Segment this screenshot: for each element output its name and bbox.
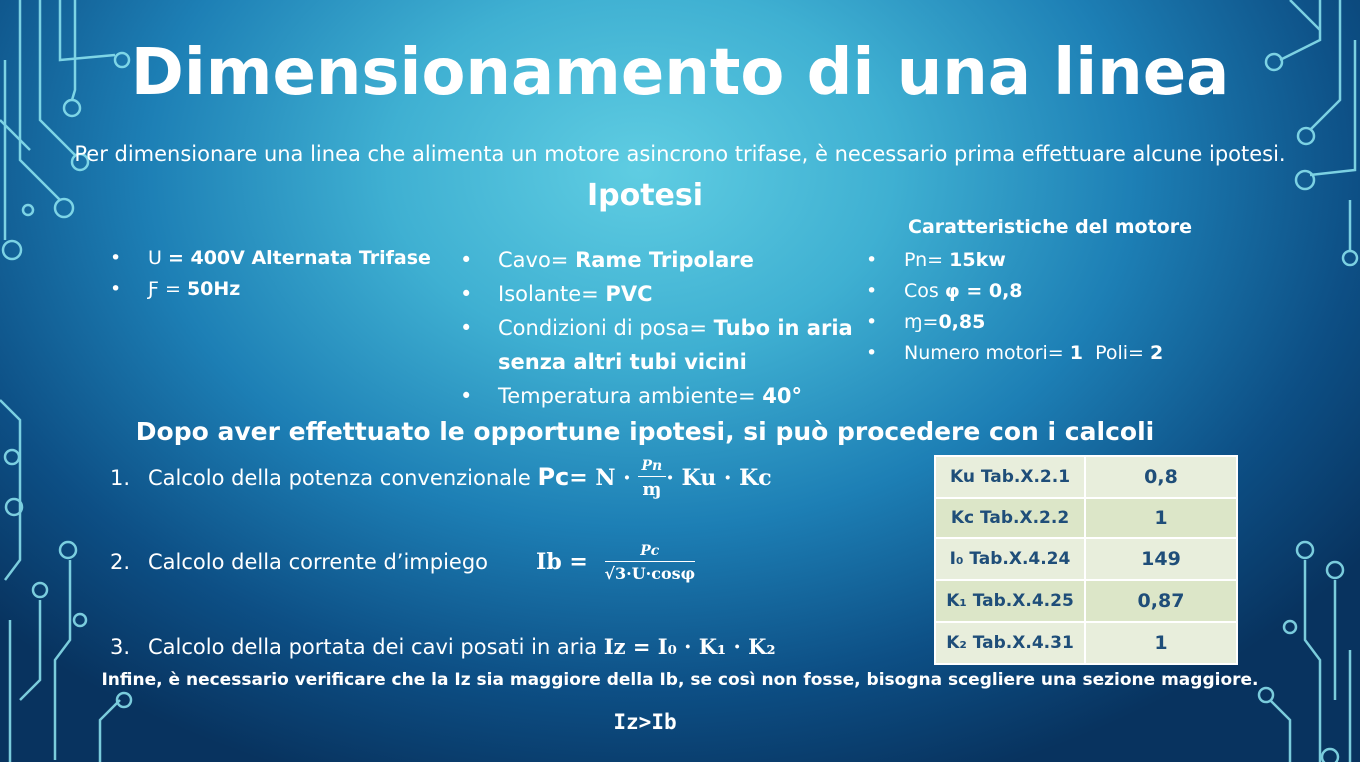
supply-frequency-item: • Ƒ = 50Hz (110, 274, 431, 305)
cable-list (460, 243, 860, 413)
motor-heading: Caratteristiche del motore (908, 216, 1192, 238)
final-formula: Iz>Ib (613, 710, 677, 734)
step-2: 2. Calcolo della corrente d’impiego Ib = $\frac{Pc}{√3\cdot U\cdot\cos\varphi}$ (110, 543, 696, 583)
ipotesi-heading: Ipotesi (586, 178, 704, 213)
step-3: 3. Calcolo della portata dei cavi posati in aria Iz = I₀ · K₁ · K₂ (110, 634, 776, 659)
motor-count-item: • Numero motori= 1 Poli= 2 (866, 338, 1163, 369)
supply-voltage-item: • U = 400V Alternata Trifase (110, 243, 431, 274)
supply-list (110, 243, 431, 305)
insulation-item: • Isolante= PVC (460, 277, 860, 311)
step-1: 1. Calcolo della potenza convenzionale Pc= N · $\frac{Pn}{\text{ɱ}}$ · Ku · Kc (110, 458, 772, 500)
calc-heading: Dopo aver effettuato le opportune ipotesi, si può procedere con i calcoli (135, 417, 1155, 446)
temperature-item: • Temperatura ambiente= 40° (460, 379, 860, 413)
motor-cos-item: • Cos φ = 0,8 (866, 276, 1163, 307)
table-row: K₁ Tab.X.4.25 0,87 (935, 580, 1237, 622)
coefficients-table (934, 455, 1238, 665)
table-row: Kc Tab.X.2.2 1 (935, 498, 1237, 538)
slide-title: Dimensionamento di una linea (130, 36, 1230, 110)
intro-text: Per dimensionare una linea che alimenta un motore asincrono trifase, è necessario prima effettuare alcune ipotesi. (74, 142, 1286, 166)
power-fraction: $\frac{Pn}{\text{ɱ}}$ (638, 458, 667, 500)
table-row: K₂ Tab.X.4.31 1 (935, 622, 1237, 664)
cable-item: • Cavo= Rame Tripolare (460, 243, 860, 277)
motor-list (866, 245, 1163, 369)
motor-efficiency-item: • ɱ=0,85 (866, 307, 1163, 338)
table-row: I₀ Tab.X.4.24 149 (935, 538, 1237, 580)
motor-power-item: • Pn= 15kw (866, 245, 1163, 276)
conclusion-text: Infine, è necessario verificare che la Iz sia maggiore della Ib, se così non fosse, bisogna scegliere una sezione maggiore. (101, 670, 1259, 690)
laying-item: • Condizioni di posa= Tubo in aria senza altri tubi vicini (460, 311, 860, 379)
current-fraction: $\frac{Pc}{√3\cdot U\cdot\cos\varphi}$ (604, 543, 696, 583)
table-row: Ku Tab.X.2.1 0,8 (935, 456, 1237, 498)
